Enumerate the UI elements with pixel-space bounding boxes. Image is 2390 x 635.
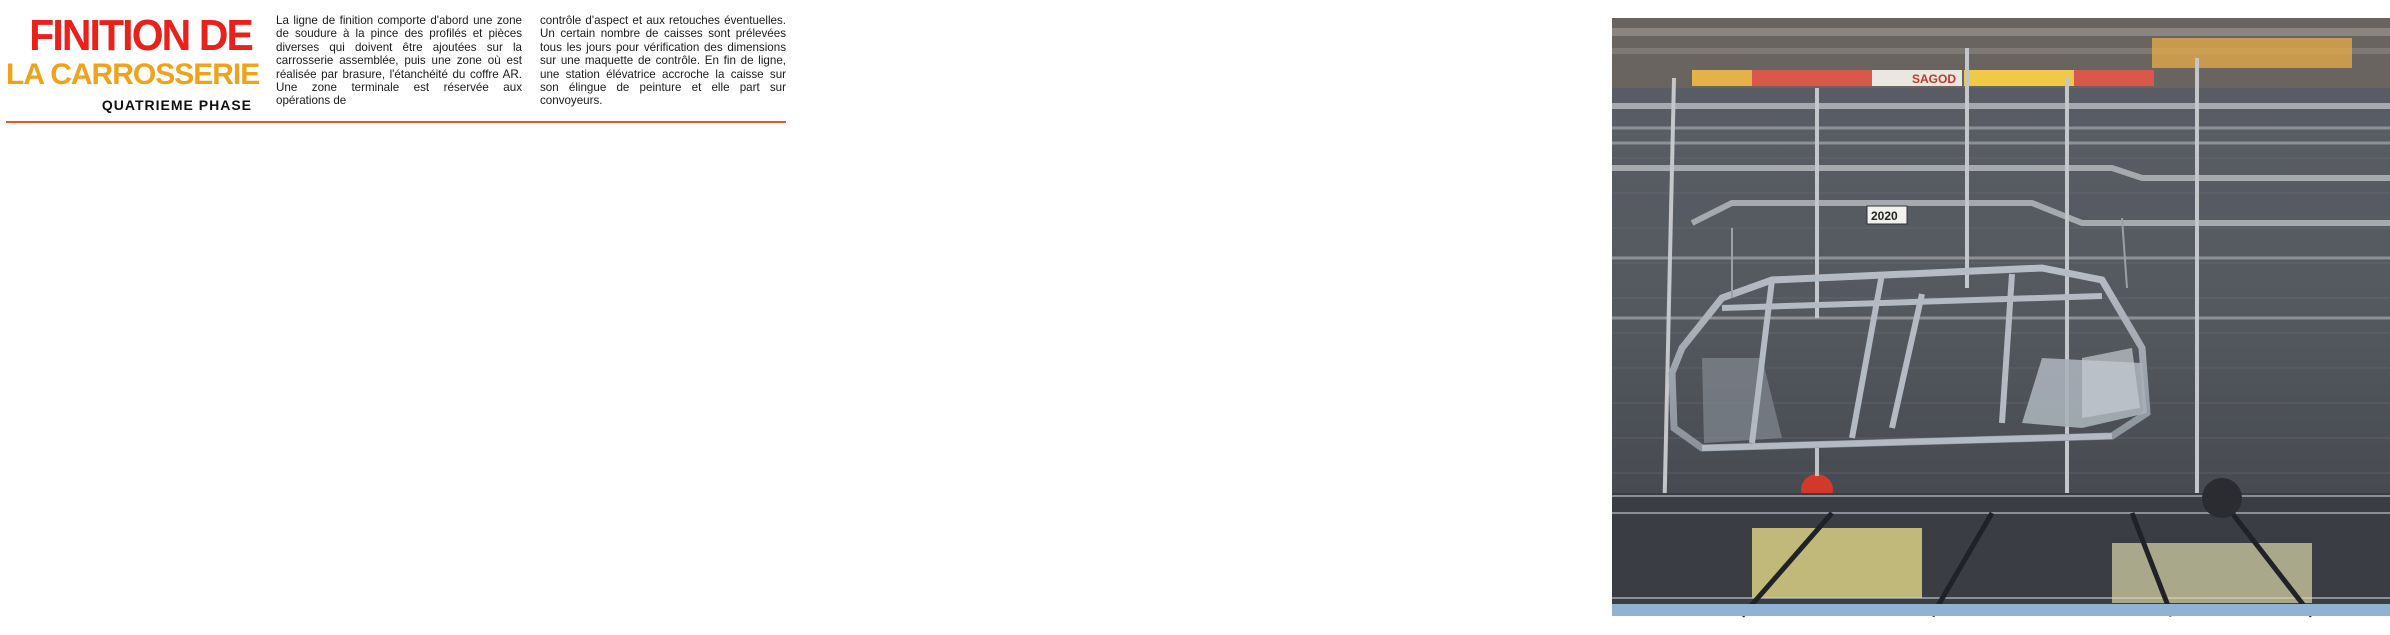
body-column-1: La ligne de finition comporte d'abord une zone de soudure à la pince des profilés et pièces diverses qui doivent être ajoutées sur la carrosserie assemblée, puis une zone où est réalisée par brasure, l'étanchéité du coffre AR. Une zone terminale est réservée aux opérations de: [276, 14, 522, 108]
body-column-2: contrôle d'aspect et aux retouches éventuelles. Un certain nombre de caisses sont prélevées tous les jours pour vérification des dimensions sur une maquette de contrôle. En fin de ligne, une station élévatrice accroche la caisse sur son élingue de peinture et elle part sur convoyeurs.: [540, 14, 786, 108]
factory-photo: [1612, 18, 2390, 616]
title-rule: [6, 121, 786, 123]
title-block: [6, 11, 260, 114]
right-page: [800, 0, 1957, 635]
number-plate: 2020: [1871, 209, 1898, 223]
title-line-1: FINITION DE: [29, 11, 252, 60]
sign-text: SAGOD: [1912, 72, 1957, 86]
title-line-2: LA CARROSSERIE: [6, 58, 260, 91]
left-page: [0, 0, 800, 635]
subtitle: QUATRIEME PHASE: [101, 97, 252, 113]
